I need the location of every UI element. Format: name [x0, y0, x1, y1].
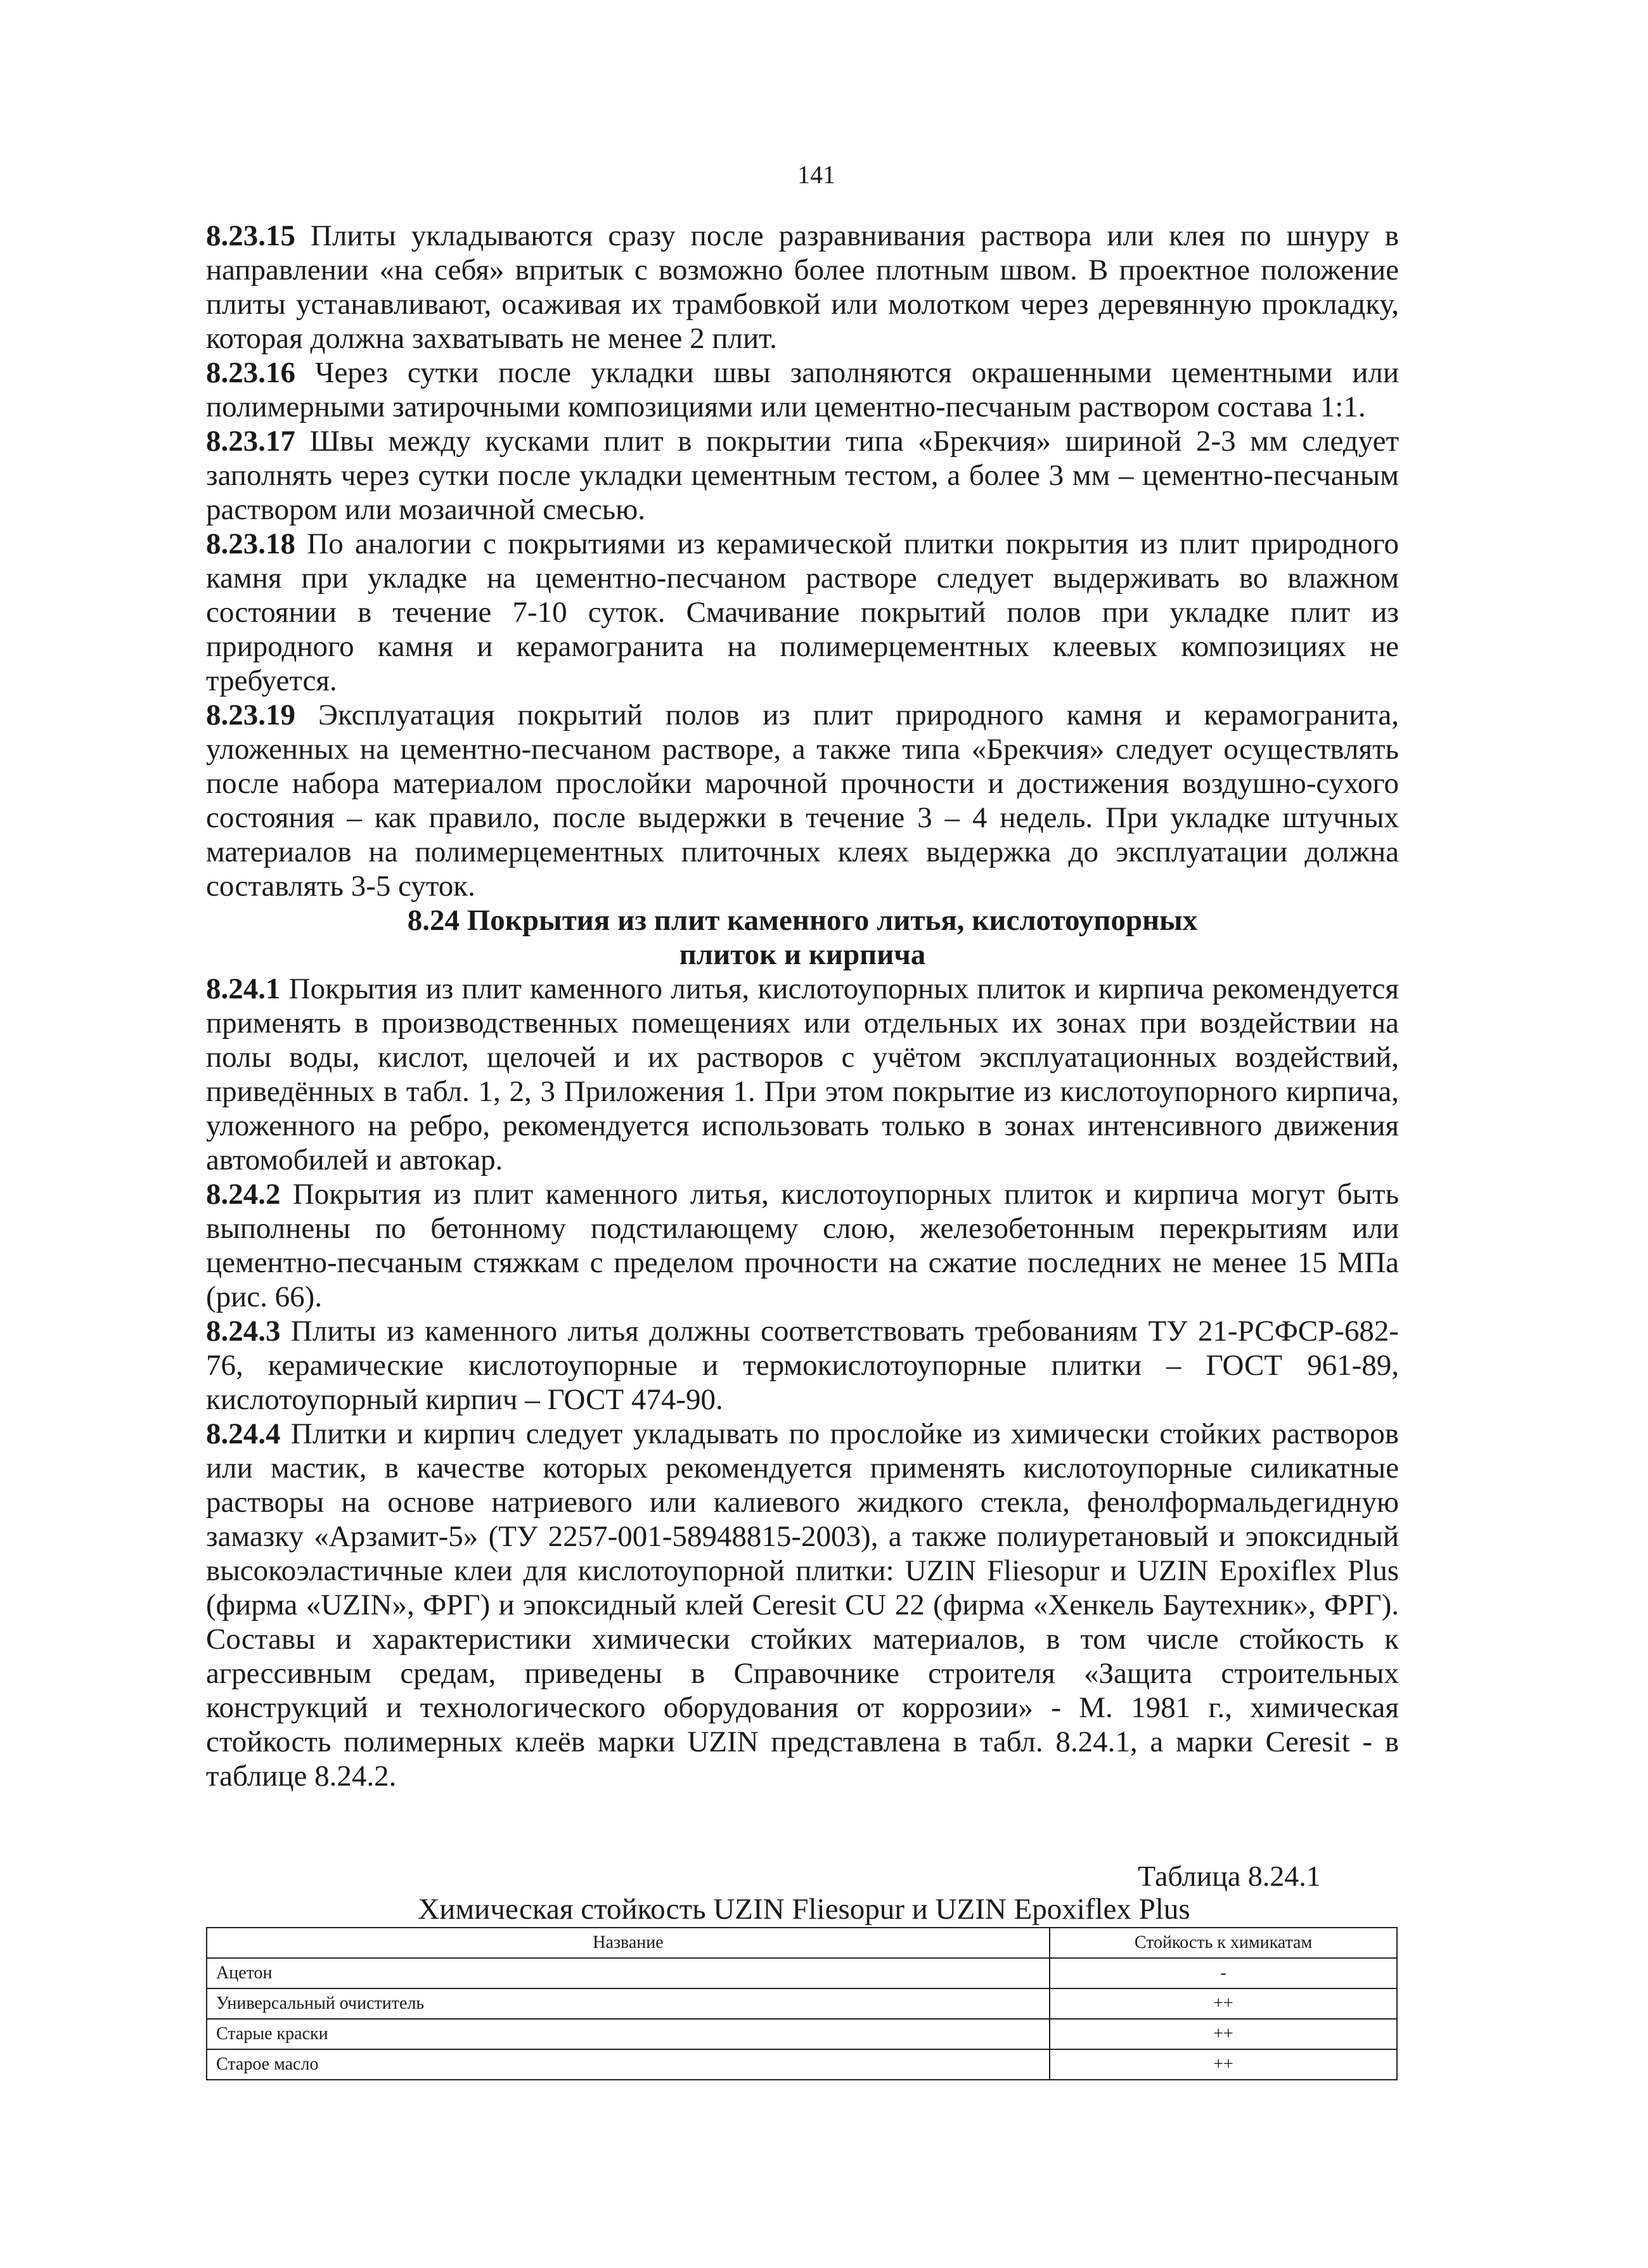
paragraph-8-23-16 — [206, 356, 1399, 424]
table-row — [207, 1988, 1397, 2019]
paragraph-8-24-4 — [206, 1417, 1399, 1793]
paragraph-8-23-19 — [206, 698, 1399, 903]
paragraph-text: Плитки и кирпич следует укладывать по прослойке из химически стойких растворов или мастик, в качестве которых рекомендуется применять кислотоупорные силикатные растворы на основе натриевого или калиевого жидкого стекла, фенолформальдегидную замазку «Арзамит-5» (ТУ 2257-001-58948815-2003), а также полиуретановый и эпоксидный высокоэластичные клеи для кислотоупорной плитки: UZIN Fliesopur и UZIN Epoxiflex Plus (фирма «UZIN», ФРГ) и эпоксидный клей Ceresit CU 22 (фирма «Хенкель Баутехник», ФРГ). Составы и характеристики химически стойких материалов, в том числе стойкость к агрессивным средам, приведены в Справочнике строителя «Защита строительных конструкций и технологического оборудования от коррозии» - М. 1981 г., химическая стойкость полимерных клеёв марки UZIN представлена в табл. 8.24.1, а марки Ceresit - в таблице 8.24.2. — [206, 1417, 1399, 1793]
paragraph-8-23-15 — [206, 219, 1399, 356]
cell-name: Универсальный очиститель — [207, 1988, 1050, 2019]
chemical-resistance-table — [206, 1927, 1398, 2080]
table-row — [207, 1958, 1397, 1988]
paragraph-text: Плиты из каменного литья должны соответствовать требованиям ТУ 21-РСФСР-682-76, керамические кислотоупорные и термокислотоупорные плитки – ГОСТ 961-89, кислотоупорный кирпич – ГОСТ 474-90. — [206, 1315, 1399, 1416]
cell-name: Ацетон — [207, 1958, 1050, 1988]
paragraph-number: 8.24.2 — [206, 1178, 281, 1211]
cell-resistance: ++ — [1050, 2019, 1397, 2049]
cell-name: Старые краски — [207, 2019, 1050, 2049]
table-title: Химическая стойкость UZIN Fliesopur и UZIN Epoxiflex Plus — [418, 1893, 1190, 1926]
body-text-top — [206, 219, 1399, 1793]
paragraph-8-23-17 — [206, 424, 1399, 527]
table-row — [207, 2049, 1397, 2080]
paragraph-number: 8.24.4 — [206, 1417, 281, 1450]
paragraph-number: 8.23.17 — [206, 425, 295, 458]
paragraph-text: По аналогии с покрытиями из керамической плитки покрытия из плит природного камня при укладке на цементно-песчаном растворе следует выдерживать во влажном состоянии в течение 7-10 суток. Смачивание покрытий полов при укладке плит из природного камня и керамогранита на полимерцементных клеевых композициях не требуется. — [206, 527, 1400, 697]
paragraph-number: 8.23.18 — [206, 527, 295, 560]
cell-resistance: ++ — [1050, 1988, 1397, 2019]
paragraph-text: Плиты укладываются сразу после разравнивания раствора или клея по шнуру в направлении «на себя» впритык с возможно более плотным швом. В проектное положение плиты устанавливают, осаживая их трамбовкой или молотком через деревянную прокладку, которая должна захватывать не менее 2 плит. — [206, 219, 1399, 355]
paragraph-8-24-2 — [206, 1177, 1399, 1314]
paragraph-text: Эксплуатация покрытий полов из плит природного камня и керамогранита, уложенных на цементно-песчаном растворе, а также типа «Брекчия» следует осуществлять после набора материалом прослойки марочной прочности и достижения воздушно-сухого состояния – как правило, после выдержки в течение 3 – 4 недель. При укладке штучных материалов на полимерцементных плиточных клеях выдержка до эксплуатации должна составлять 3-5 суток. — [206, 699, 1400, 903]
table-header-row — [207, 1928, 1397, 1958]
paragraph-text: Через сутки после укладки швы заполняются окрашенными цементными или полимерными затирочными композициями или цементно-песчаным раствором состава 1:1. — [206, 356, 1399, 423]
paragraph-number: 8.24.1 — [206, 972, 281, 1005]
paragraph-number: 8.24.3 — [206, 1315, 281, 1348]
paragraph-8-23-18 — [206, 527, 1399, 698]
paragraph-text: Покрытия из плит каменного литья, кислотоупорных плиток и кирпича рекомендуется применять в производственных помещениях или отдельных их зонах при воздействии на полы воды, кислот, щелочей и их растворов с учётом эксплуатационных воздействий, приведённых в табл. 1, 2, 3 Приложения 1. При этом покрытие из кислотоупорного кирпича, уложенного на ребро, рекомендуется использовать только в зонах интенсивного движения автомобилей и автокар. — [206, 972, 1399, 1176]
paragraph-number: 8.23.16 — [206, 356, 295, 389]
paragraph-8-24-3 — [206, 1314, 1399, 1417]
cell-name: Старое масло — [207, 2049, 1050, 2080]
section-heading-line-1: 8.24 Покрытия из плит каменного литья, кислотоупорных — [407, 904, 1198, 937]
page-number: 141 — [797, 160, 835, 189]
paragraph-text: Покрытия из плит каменного литья, кислотоупорных плиток и кирпича могут быть выполнены по бетонному подстилающему слою, железобетонным перекрытиям или цементно-песчаным стяжкам с пределом прочности на сжатие последних не менее 15 МПа (рис. 66). — [206, 1178, 1399, 1313]
paragraph-text: Швы между кусками плит в покрытии типа «Брекчия» шириной 2-3 мм следует заполнять через сутки после укладки цементным тестом, а более 3 мм – цементно-песчаным раствором или мозаичной смесью. — [206, 425, 1399, 526]
column-header-resistance: Стойкость к химикатам — [1050, 1928, 1397, 1958]
section-heading — [206, 903, 1399, 972]
column-header-name: Название — [207, 1928, 1050, 1958]
cell-resistance: ++ — [1050, 2049, 1397, 2080]
section-heading-line-2: плиток и кирпича — [679, 938, 926, 971]
table-caption: Таблица 8.24.1 — [1138, 1860, 1321, 1892]
cell-resistance: - — [1050, 1958, 1397, 1988]
paragraph-8-24-1 — [206, 972, 1399, 1177]
paragraph-number: 8.23.15 — [206, 219, 295, 252]
paragraph-number: 8.23.19 — [206, 699, 295, 731]
table-row — [207, 2019, 1397, 2049]
